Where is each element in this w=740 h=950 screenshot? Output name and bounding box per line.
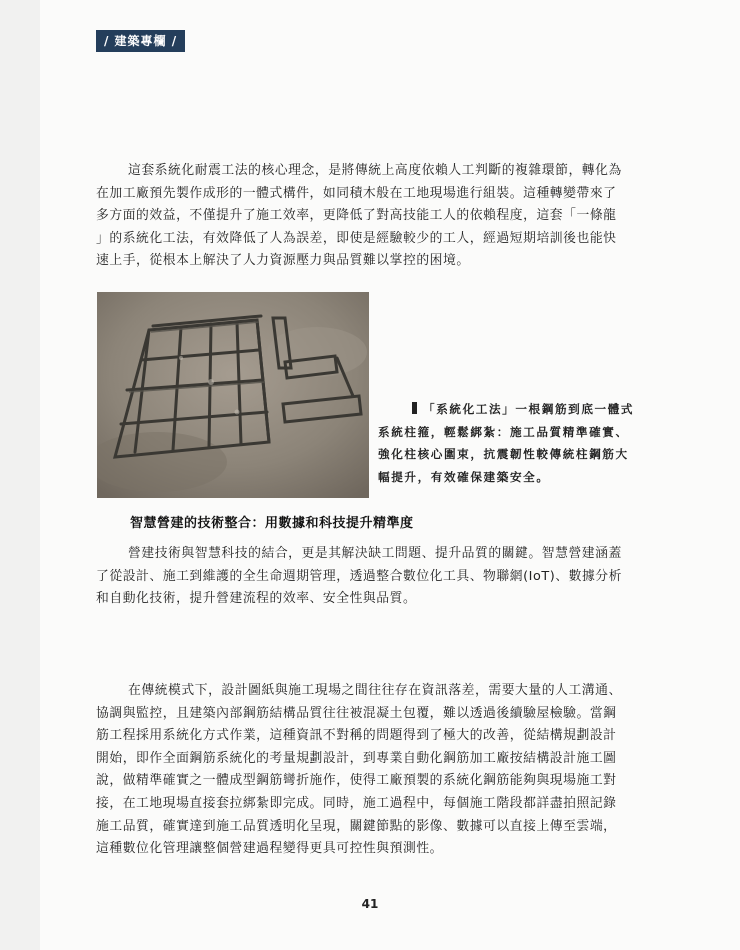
text-line: 開始，即作全面鋼筋系統化的考量規劃設計，到專業自動化鋼筋加工廠按結構設計施工圖 xyxy=(96,750,617,766)
column-tag: / 建築專欄 / xyxy=(96,30,185,52)
text-line: 施工品質，確實達到施工品質透明化呈現，關鍵節點的影像、數據可以直接上傳至雲端， xyxy=(96,818,617,834)
section-heading: 智慧營建的技術整合：用數據和科技提升精準度 xyxy=(130,516,414,531)
text-line: 協調與監控，且建築內部鋼筋結構品質往往被混凝土包覆，難以透過後續驗屋檢驗。當鋼 xyxy=(96,705,617,721)
text-line: 說，做精準確實之一體成型鋼筋彎折施作，使得工廠預製的系統化鋼筋能夠與現場施工對 xyxy=(96,773,617,789)
page-number: 41 xyxy=(361,897,379,911)
text-line: 多方面的效益，不僅提升了施工效率，更降低了對高技能工人的依賴程度，這套「一條龍 xyxy=(96,208,617,224)
closing-paragraph xyxy=(96,680,656,861)
text-line: 接，在工地現場直接套拉綁紮即完成。同時，施工過程中，每個施工階段都詳盡拍照記錄 xyxy=(96,795,617,811)
intro-paragraph xyxy=(96,160,656,273)
figure-caption xyxy=(378,398,653,488)
rebar-cage-illustration xyxy=(97,292,369,498)
text-line: 」的系統化工法，有效降低了人為誤差，即使是經驗較少的工人，經過短期培訓後也能快 xyxy=(96,230,617,246)
caption-marker-icon xyxy=(412,402,417,414)
text-line: 和自動化技術，提升營建流程的效率、安全性與品質。 xyxy=(96,591,417,607)
text-line: 這種數位化管理讓整個營建過程變得更具可控性與預測性。 xyxy=(96,841,444,857)
text-line: 了從設計、施工到維護的全生命週期管理，透過整合數位化工具、物聯網(IoT)、數據分析 xyxy=(96,568,622,584)
text-line: 筋工程採用系統化方式作業，這種資訊不對稱的問題得到了極大的改善，從結構規劃設計 xyxy=(96,728,617,744)
text-line: 營建技術與智慧科技的結合，更是其解決缺工問題、提升品質的關鍵。智慧營建涵蓋 xyxy=(128,546,622,561)
caption-line: 幅提升，有效確保建築安全。 xyxy=(378,469,550,484)
text-line: 這套系統化耐震工法的核心理念，是將傳統上高度依賴人工判斷的複雜環節，轉化為 xyxy=(128,163,622,178)
caption-text: 「系統化工法」一根鋼筋到底一體式 xyxy=(423,402,635,416)
text-line: 在傳統模式下，設計圖紙與施工現場之間往往存在資訊落差，需要大量的人工溝通、 xyxy=(128,683,622,698)
rebar-cage-photo xyxy=(97,292,369,498)
section-paragraph xyxy=(96,543,656,611)
caption-line xyxy=(378,398,653,421)
caption-line: 強化柱核心圍束，抗震韌性較傳統柱鋼筋大 xyxy=(378,447,629,461)
caption-line: 系統柱箍，輕鬆綁紮：施工品質精準確實、 xyxy=(378,424,629,439)
text-line: 速上手，從根本上解決了人力資源壓力與品質難以掌控的困境。 xyxy=(96,253,470,269)
text-line: 在加工廠預先製作成形的一體式構件，如同積木般在工地現場進行組裝。這種轉變帶來了 xyxy=(96,185,617,201)
page-margin-strip xyxy=(0,0,40,950)
